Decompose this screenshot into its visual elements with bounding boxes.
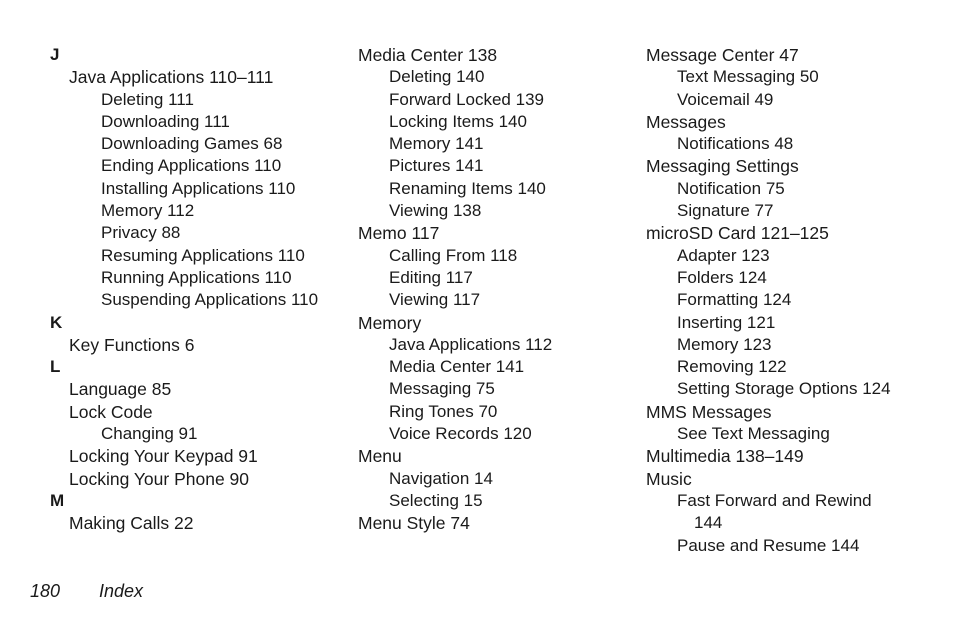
index-entry: Locking Your Phone 90	[69, 468, 250, 489]
index-subentry: Adapter 123	[677, 245, 770, 265]
index-subentry: Deleting 140	[389, 67, 485, 87]
index-subentry: Calling From 118	[389, 245, 518, 265]
page-number: 180	[30, 581, 61, 601]
index-subentry: Running Applications 110	[101, 267, 292, 287]
index-entry: Media Center 138	[358, 45, 498, 65]
index-entry: Memory	[358, 312, 422, 333]
index-subentry: Voice Records 120	[389, 424, 532, 444]
index-subentry: Memory 123	[677, 334, 772, 354]
index-entry: Key Functions 6	[69, 334, 195, 355]
index-subentry: Downloading 111	[101, 111, 230, 131]
index-column-1	[50, 44, 340, 535]
index-subentry: Removing 122	[677, 357, 787, 377]
index-subentry: Pause and Resume 144	[677, 535, 860, 555]
index-subentry: Fast Forward and Rewind	[677, 490, 872, 510]
index-subentry: Signature 77	[677, 201, 774, 221]
index-subentry: Setting Storage Options 124	[677, 379, 891, 399]
index-entry: Music	[646, 468, 692, 489]
index-entry: Menu Style 74	[358, 513, 470, 534]
index-subentry: Text Messaging 50	[677, 67, 819, 87]
index-subentry: Ring Tones 70	[389, 401, 498, 421]
index-subentry: Changing 91	[101, 424, 198, 444]
index-subentry: Notification 75	[677, 178, 785, 198]
index-subentry: Memory 112	[101, 201, 195, 221]
index-subentry: Memory 141	[389, 134, 484, 154]
index-column-2	[358, 44, 628, 535]
index-subentry: Renaming Items 140	[389, 178, 546, 198]
index-column-3	[646, 44, 946, 557]
index-entry: Lock Code	[69, 401, 153, 422]
index-subentry: Viewing 138	[389, 201, 482, 221]
index-subentry: Voicemail 49	[677, 89, 774, 109]
index-section-letter: L	[50, 357, 61, 377]
index-subentry: Suspending Applications 110	[101, 290, 319, 310]
index-section-letter: K	[50, 312, 63, 332]
index-entry: MMS Messages	[646, 401, 772, 422]
index-entry: Multimedia 138–149	[646, 446, 804, 467]
page-footer	[30, 580, 143, 602]
index-entry: Making Calls 22	[69, 513, 194, 534]
section-name: Index	[99, 581, 144, 601]
index-subentry-continuation: 144	[694, 513, 723, 533]
index-subentry: Installing Applications 110	[101, 178, 296, 198]
index-entry: Menu	[358, 446, 402, 467]
index-entry: Java Applications 110–111	[69, 67, 274, 88]
index-entry: Language 85	[69, 379, 172, 400]
index-subentry: Pictures 141	[389, 156, 484, 176]
index-subentry: Java Applications 112	[389, 334, 553, 354]
index-subentry: Forward Locked 139	[389, 89, 544, 109]
index-subentry: Messaging 75	[389, 379, 495, 399]
index-subentry: Resuming Applications 110	[101, 245, 305, 265]
index-entry: Messages	[646, 111, 726, 132]
index-subentry: Navigation 14	[389, 468, 493, 488]
index-subentry: Viewing 117	[389, 290, 481, 310]
index-subentry: Downloading Games 68	[101, 134, 283, 154]
index-subentry: Locking Items 140	[389, 111, 527, 131]
index-entry: microSD Card 121–125	[646, 223, 829, 244]
index-subentry: Formatting 124	[677, 290, 792, 310]
index-entry: Messaging Settings	[646, 156, 799, 177]
index-section-letter: J	[50, 45, 60, 64]
index-subentry: Folders 124	[677, 267, 767, 287]
index-entry: Message Center 47	[646, 45, 799, 65]
index-subentry: Notifications 48	[677, 134, 794, 154]
index-subentry: Ending Applications 110	[101, 156, 282, 176]
index-subentry: Deleting 111	[101, 89, 194, 109]
index-subentry: Privacy 88	[101, 223, 181, 243]
index-subentry: See Text Messaging	[677, 424, 830, 444]
index-subentry: Inserting 121	[677, 312, 776, 332]
index-subentry: Media Center 141	[389, 357, 525, 377]
index-entry: Locking Your Keypad 91	[69, 446, 258, 467]
index-entry: Memo 117	[358, 223, 440, 244]
index-section-letter: M	[50, 490, 65, 510]
index-subentry: Editing 117	[389, 267, 473, 287]
index-subentry: Selecting 15	[389, 490, 483, 510]
